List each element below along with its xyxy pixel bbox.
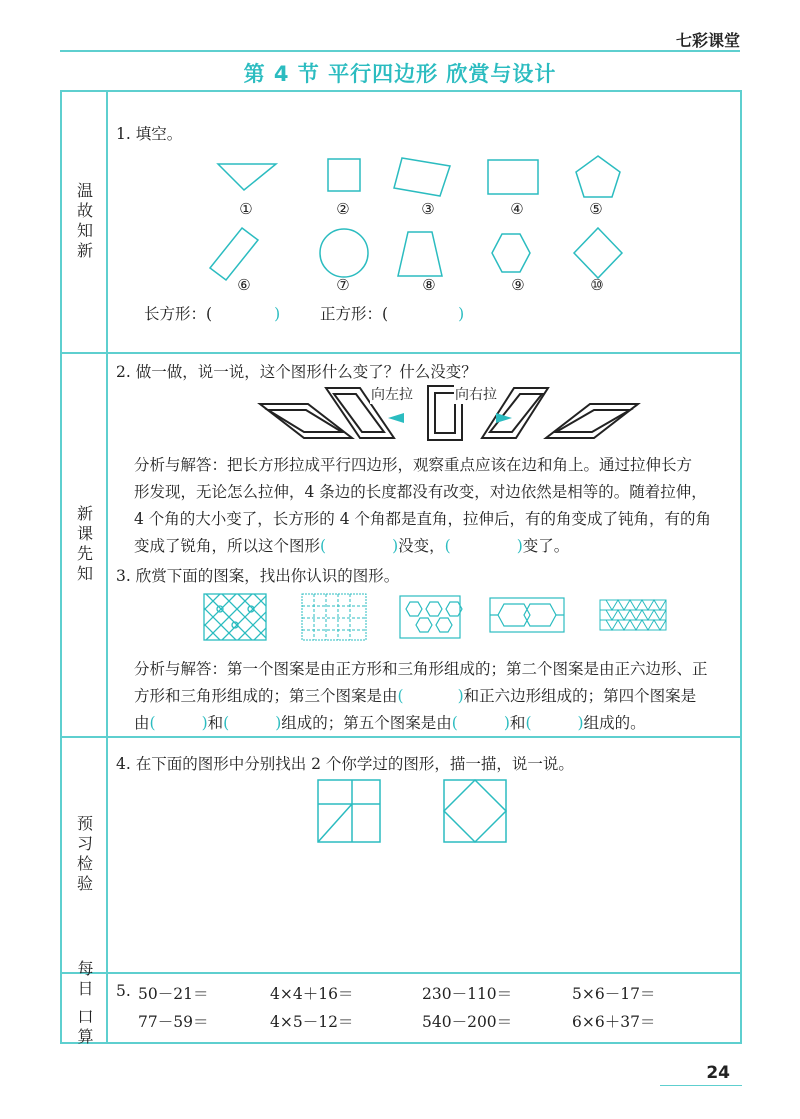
header-divider bbox=[60, 50, 740, 52]
page-number-rule bbox=[660, 1085, 742, 1086]
calc-item: 77－59＝ bbox=[138, 1013, 209, 1031]
calc-item: 230－110＝ bbox=[422, 985, 513, 1003]
section-label: 每日 口算 bbox=[62, 974, 108, 1042]
pattern-3 bbox=[400, 596, 462, 638]
q2-analysis: 分析与解答：把长方形拉成平行四边形，观察重点应该在边和角上。通过拉伸长方 形发现，无论怎么拉伸，4 条边的长度都没有改变，对边依然是相等的。随着拉伸， 4 个角的大小变了，长方形的 4 个角都是直角，拉伸后，有的角变成了钝角，有的角 变成了锐角，所以这个图形( )没变，( )变了。 bbox=[134, 456, 712, 555]
question-5-prefix: 5. bbox=[116, 982, 131, 1000]
calc-item: 4×5－12＝ bbox=[270, 1013, 354, 1031]
section-preview-check bbox=[62, 738, 740, 974]
shape-pentagon bbox=[576, 156, 620, 197]
section-new-lesson bbox=[62, 354, 740, 738]
shape-circle bbox=[320, 229, 368, 277]
shape-parallelogram bbox=[394, 158, 450, 196]
question-1-text: 1. 填空。 bbox=[116, 125, 183, 143]
figure-1 bbox=[318, 780, 380, 842]
pattern-4 bbox=[490, 598, 564, 632]
shape-trapezoid bbox=[398, 232, 442, 276]
patterns-group bbox=[204, 594, 684, 654]
pull-right-label: 向右拉 bbox=[454, 384, 498, 404]
calc-item: 5×6－17＝ bbox=[572, 985, 656, 1003]
shape-number: ① bbox=[239, 200, 253, 218]
calc-item: 6×6＋37＝ bbox=[572, 1013, 656, 1031]
shape-hexagon bbox=[492, 234, 530, 272]
rectangle-answer-label: 长方形：( ) bbox=[144, 305, 281, 323]
figure-2 bbox=[444, 780, 506, 842]
worksheet-frame bbox=[60, 90, 742, 1048]
section-daily-mental-math bbox=[62, 960, 740, 1048]
square-answer-label: 正方形：( ) bbox=[320, 305, 465, 323]
shape-square bbox=[328, 159, 360, 191]
pull-left-label: 向左拉 bbox=[370, 384, 414, 404]
q4-figures bbox=[318, 780, 518, 850]
q3-analysis: 分析与解答：第一个图案是由正方形和三角形组成的；第二个图案是由正六边形、正 方形和三角形组成的；第三个图案是由( )和正六边形组成的；第四个图案是 由( )和( )组成的；第五个图案是由( )和( )组成的。 bbox=[134, 660, 708, 732]
shape-number: ⑧ bbox=[422, 276, 436, 294]
shape-triangle bbox=[218, 164, 276, 190]
shape-number: ② bbox=[336, 200, 350, 218]
brand-logo: 七彩课堂 bbox=[675, 31, 740, 50]
shape-number: ⑨ bbox=[511, 276, 525, 294]
section-label: 预习检验 bbox=[62, 738, 108, 972]
page-number: 24 bbox=[706, 1063, 730, 1083]
calc-item: 4×4＋16＝ bbox=[270, 985, 354, 1003]
shape-number: ⑦ bbox=[336, 276, 350, 294]
shapes-group bbox=[196, 152, 716, 312]
pattern-5 bbox=[600, 600, 666, 630]
shape-tilted-rectangle bbox=[210, 228, 258, 280]
shape-rectangle bbox=[488, 160, 538, 194]
shape-number: ⑩ bbox=[590, 276, 604, 294]
calc-item: 540－200＝ bbox=[422, 1013, 513, 1031]
pattern-1 bbox=[158, 594, 300, 640]
shape-number: ③ bbox=[421, 200, 435, 218]
section-label: 温故知新 bbox=[62, 92, 108, 352]
question-3-text: 3. 欣赏下面的图案，找出你认识的图形。 bbox=[116, 567, 400, 585]
section-label: 新课先知 bbox=[62, 354, 108, 736]
shape-number: ⑤ bbox=[589, 200, 603, 218]
shape-rhombus bbox=[574, 228, 622, 278]
section-review bbox=[62, 92, 740, 354]
question-2-text: 2. 做一做，说一说，这个图形什么变了？什么没变？ bbox=[116, 363, 477, 381]
pattern-2 bbox=[302, 594, 366, 640]
question-4-text: 4. 在下面的图形中分别找出 2 个你学过的图形，描一描，说一说。 bbox=[116, 755, 574, 773]
page-title: 第 4 节 平行四边形 欣赏与设计 bbox=[243, 62, 557, 86]
calc-item: 50－21＝ bbox=[138, 985, 209, 1003]
shape-number: ⑥ bbox=[237, 276, 251, 294]
shape-number: ④ bbox=[510, 200, 524, 218]
